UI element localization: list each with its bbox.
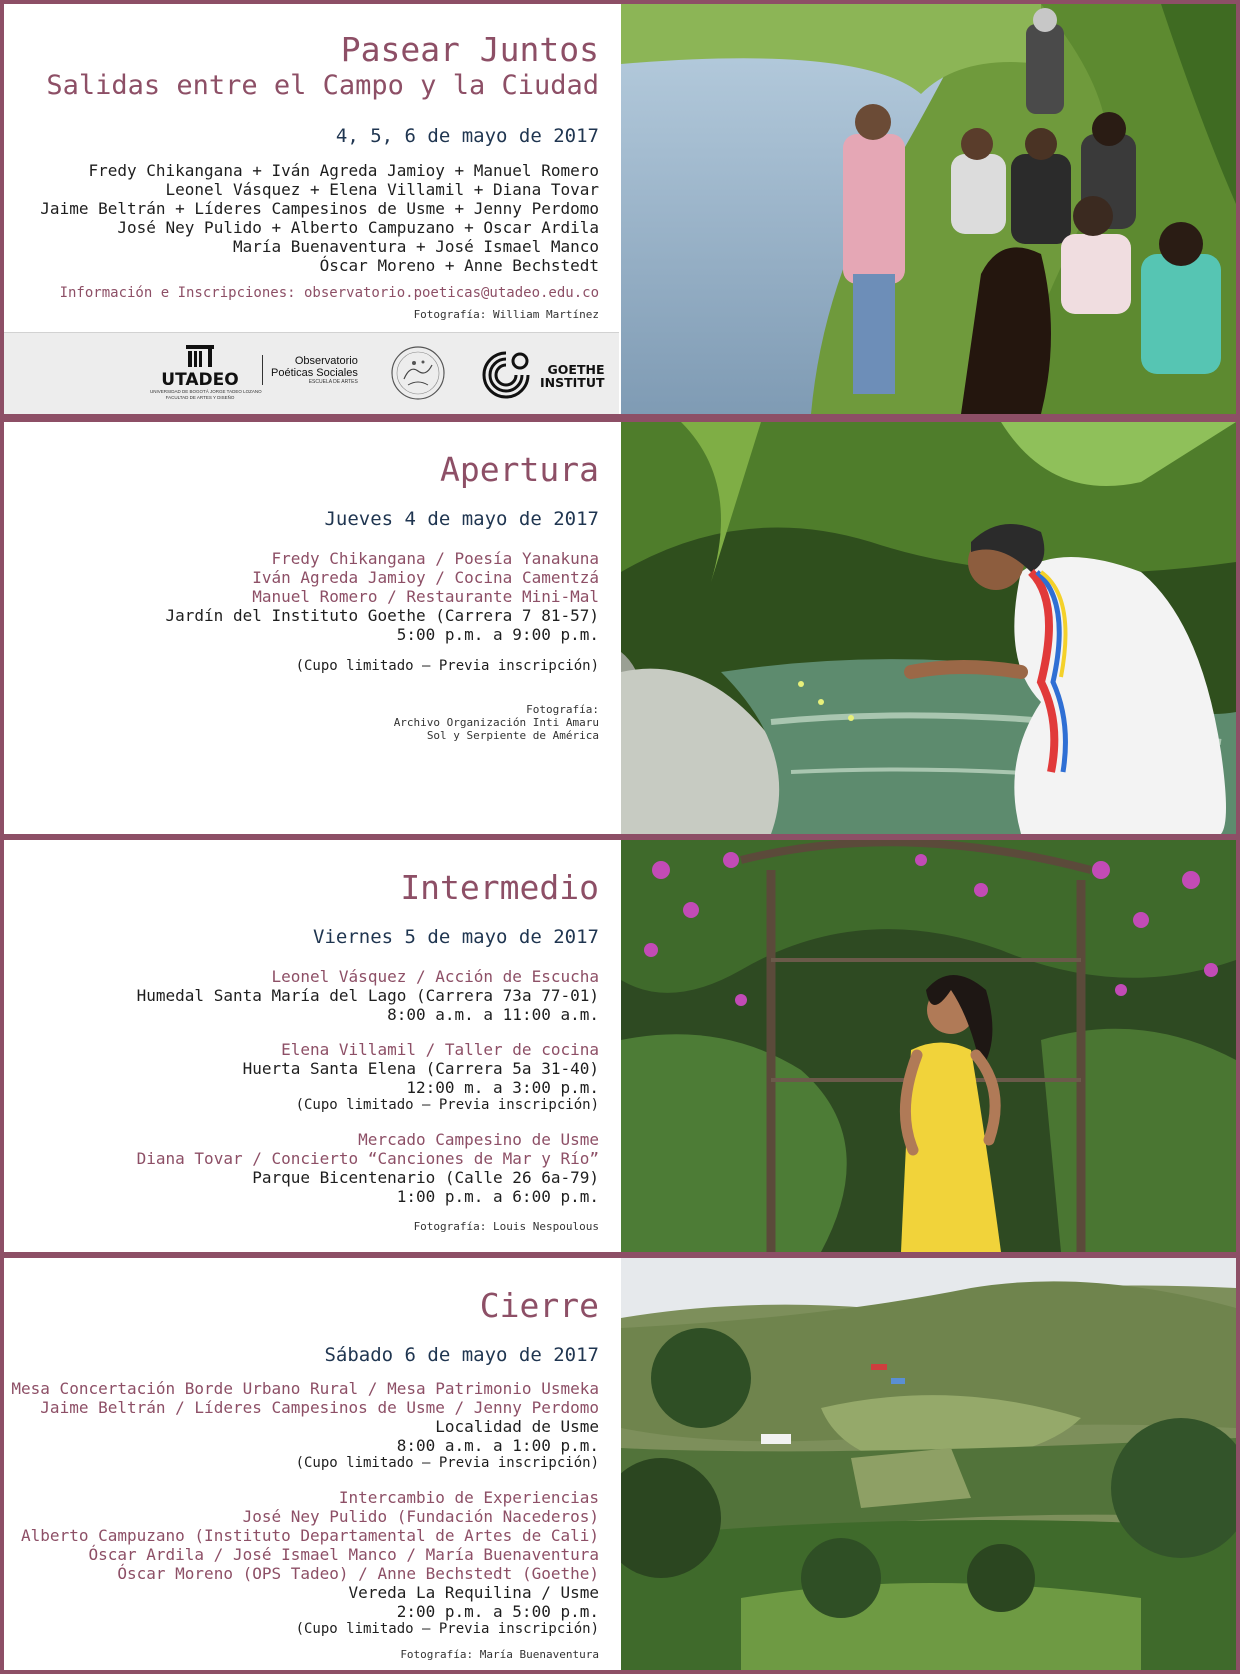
intermedio-panel [4, 840, 1236, 1252]
event-dates: 4, 5, 6 de mayo de 2017 [335, 124, 599, 147]
event-title: Alberto Campuzano (Instituto Departamental de Artes de Cali) [21, 1526, 599, 1546]
event-time: 2:00 p.m. a 5:00 p.m. [396, 1602, 599, 1622]
cierre-event-2 [4, 1488, 599, 1638]
event-time: 8:00 a.m. a 11:00 a.m. [387, 1005, 599, 1025]
event-title: Intercambio de Experiencias [338, 1488, 599, 1508]
intermedio-event-3 [4, 1130, 599, 1206]
apertura-program [4, 549, 599, 644]
goethe-mark-icon [480, 349, 532, 401]
utadeo-mark-icon [184, 343, 216, 369]
event-title: Óscar Ardila / José Ismael Manco / María Buenaventura [88, 1545, 599, 1565]
event-title: Mesa Concertación Borde Urbano Rural / Mesa Patrimonio Usmeka [11, 1379, 599, 1399]
page-subtitle: Salidas entre el Campo y la Ciudad [46, 70, 599, 102]
utadeo-logo[interactable] [150, 343, 262, 401]
event-title: Diana Tovar / Concierto “Canciones de Mar y Río” [136, 1149, 599, 1169]
apertura-time: 5:00 p.m. a 9:00 p.m. [396, 625, 599, 645]
event-venue: Parque Bicentenario (Calle 26 6a-79) [252, 1168, 599, 1188]
apertura-text [4, 422, 619, 834]
intermedio-credit: Fotografía: Louis Nespoulous [413, 1220, 599, 1234]
event-venue: Localidad de Usme [435, 1417, 599, 1437]
participants-line: Fredy Chikangana + Iván Agreda Jamioy + Manuel Romero [88, 161, 599, 181]
event-note: (Cupo limitado – Previa inscripción) [295, 1621, 599, 1638]
intermedio-event-2 [4, 1040, 599, 1114]
participants-line: María Buenaventura + José Ismael Manco [232, 237, 599, 257]
participants-line: José Ney Pulido + Alberto Campuzano + Oscar Ardila [117, 218, 599, 238]
observatorio-logo[interactable] [262, 355, 358, 385]
apertura-item: Manuel Romero / Restaurante Mini-Mal [252, 587, 599, 607]
goethe-wordmark [540, 363, 605, 389]
photo-credit: Fotografía: William Martínez [413, 308, 599, 322]
apertura-panel [4, 422, 1236, 834]
event-time: 1:00 p.m. a 6:00 p.m. [396, 1187, 599, 1207]
participants-line: Jaime Beltrán + Líderes Campesinos de Usme + Jenny Perdomo [40, 199, 599, 219]
event-venue: Humedal Santa María del Lago (Carrera 73a 77-01) [136, 986, 599, 1006]
goethe-line-2: INSTITUT [540, 375, 605, 390]
cierre-date: Sábado 6 de mayo de 2017 [324, 1344, 599, 1367]
apertura-title: Apertura [440, 450, 599, 489]
header-text [4, 4, 619, 414]
observatorio-name-2: Poéticas Sociales [271, 367, 358, 379]
credit-line: Sol y Serpiente de América [426, 729, 599, 743]
event-note: (Cupo limitado – Previa inscripción) [295, 1455, 599, 1472]
intermedio-event-1 [4, 967, 599, 1024]
event-time: 12:00 m. a 3:00 p.m. [406, 1078, 599, 1098]
event-title: Mercado Campesino de Usme [358, 1130, 599, 1150]
credit-line: Fotografía: [526, 703, 599, 717]
event-venue: Vereda La Requilina / Usme [348, 1583, 599, 1603]
seal-logo-icon[interactable] [390, 345, 446, 401]
participants-line: Leonel Vásquez + Elena Villamil + Diana Tovar [165, 180, 599, 200]
page-title: Pasear Juntos [340, 30, 599, 69]
event-title: Óscar Moreno (OPS Tadeo) / Anne Bechstedt (Goethe) [117, 1564, 599, 1584]
apertura-date: Jueves 4 de mayo de 2017 [324, 508, 599, 531]
apertura-item: Fredy Chikangana / Poesía Yanakuna [271, 549, 599, 569]
event-title: Jaime Beltrán / Líderes Campesinos de Usme / Jenny Perdomo [40, 1398, 599, 1418]
header-panel [4, 4, 1236, 414]
participants-list [4, 161, 599, 275]
utadeo-wordmark: UTADEO [161, 370, 239, 390]
logo-band [4, 332, 619, 414]
photo-river-offering [621, 422, 1236, 834]
event-venue: Huerta Santa Elena (Carrera 5a 31-40) [242, 1059, 599, 1079]
apertura-venue: Jardín del Instituto Goethe (Carrera 7 81-57) [165, 606, 599, 626]
cierre-credit: Fotografía: María Buenaventura [400, 1648, 599, 1662]
intermedio-title: Intermedio [400, 868, 599, 907]
photo-rural-landscape [621, 1258, 1236, 1670]
contact-info[interactable]: Información e Inscripciones: observatorio.poeticas@utadeo.edu.co [59, 285, 599, 302]
credit-line: Archivo Organización Inti Amaru [393, 716, 599, 730]
apertura-credit [4, 703, 599, 742]
utadeo-tagline: UNIVERSIDAD DE BOGOTÁ JORGE TADEO LOZANO [150, 389, 262, 394]
observatorio-tag: ESCUELA DE ARTES [308, 379, 358, 385]
cierre-text [4, 1258, 619, 1670]
intermedio-date: Viernes 5 de mayo de 2017 [313, 926, 599, 949]
goethe-line-1: GOETHE [547, 362, 605, 377]
event-title: Leonel Vásquez / Acción de Escucha [271, 967, 599, 987]
apertura-item: Iván Agreda Jamioy / Cocina Camentzá [252, 568, 599, 588]
utadeo-faculty: FACULTAD DE ARTES Y DISEÑO [165, 395, 235, 400]
photo-river-group [621, 4, 1236, 414]
photo-garden-portrait [621, 840, 1236, 1252]
observatorio-name: Observatorio [294, 355, 358, 367]
event-time: 8:00 a.m. a 1:00 p.m. [396, 1436, 599, 1456]
cierre-event-1 [4, 1379, 599, 1472]
cierre-title: Cierre [479, 1286, 599, 1325]
apertura-note: (Cupo limitado – Previa inscripción) [295, 658, 599, 675]
participants-line: Óscar Moreno + Anne Bechstedt [319, 256, 599, 276]
intermedio-text [4, 840, 619, 1252]
event-note: (Cupo limitado – Previa inscripción) [295, 1097, 599, 1114]
cierre-panel [4, 1258, 1236, 1670]
event-title: Elena Villamil / Taller de cocina [281, 1040, 599, 1060]
event-title: José Ney Pulido (Fundación Nacederos) [242, 1507, 599, 1527]
